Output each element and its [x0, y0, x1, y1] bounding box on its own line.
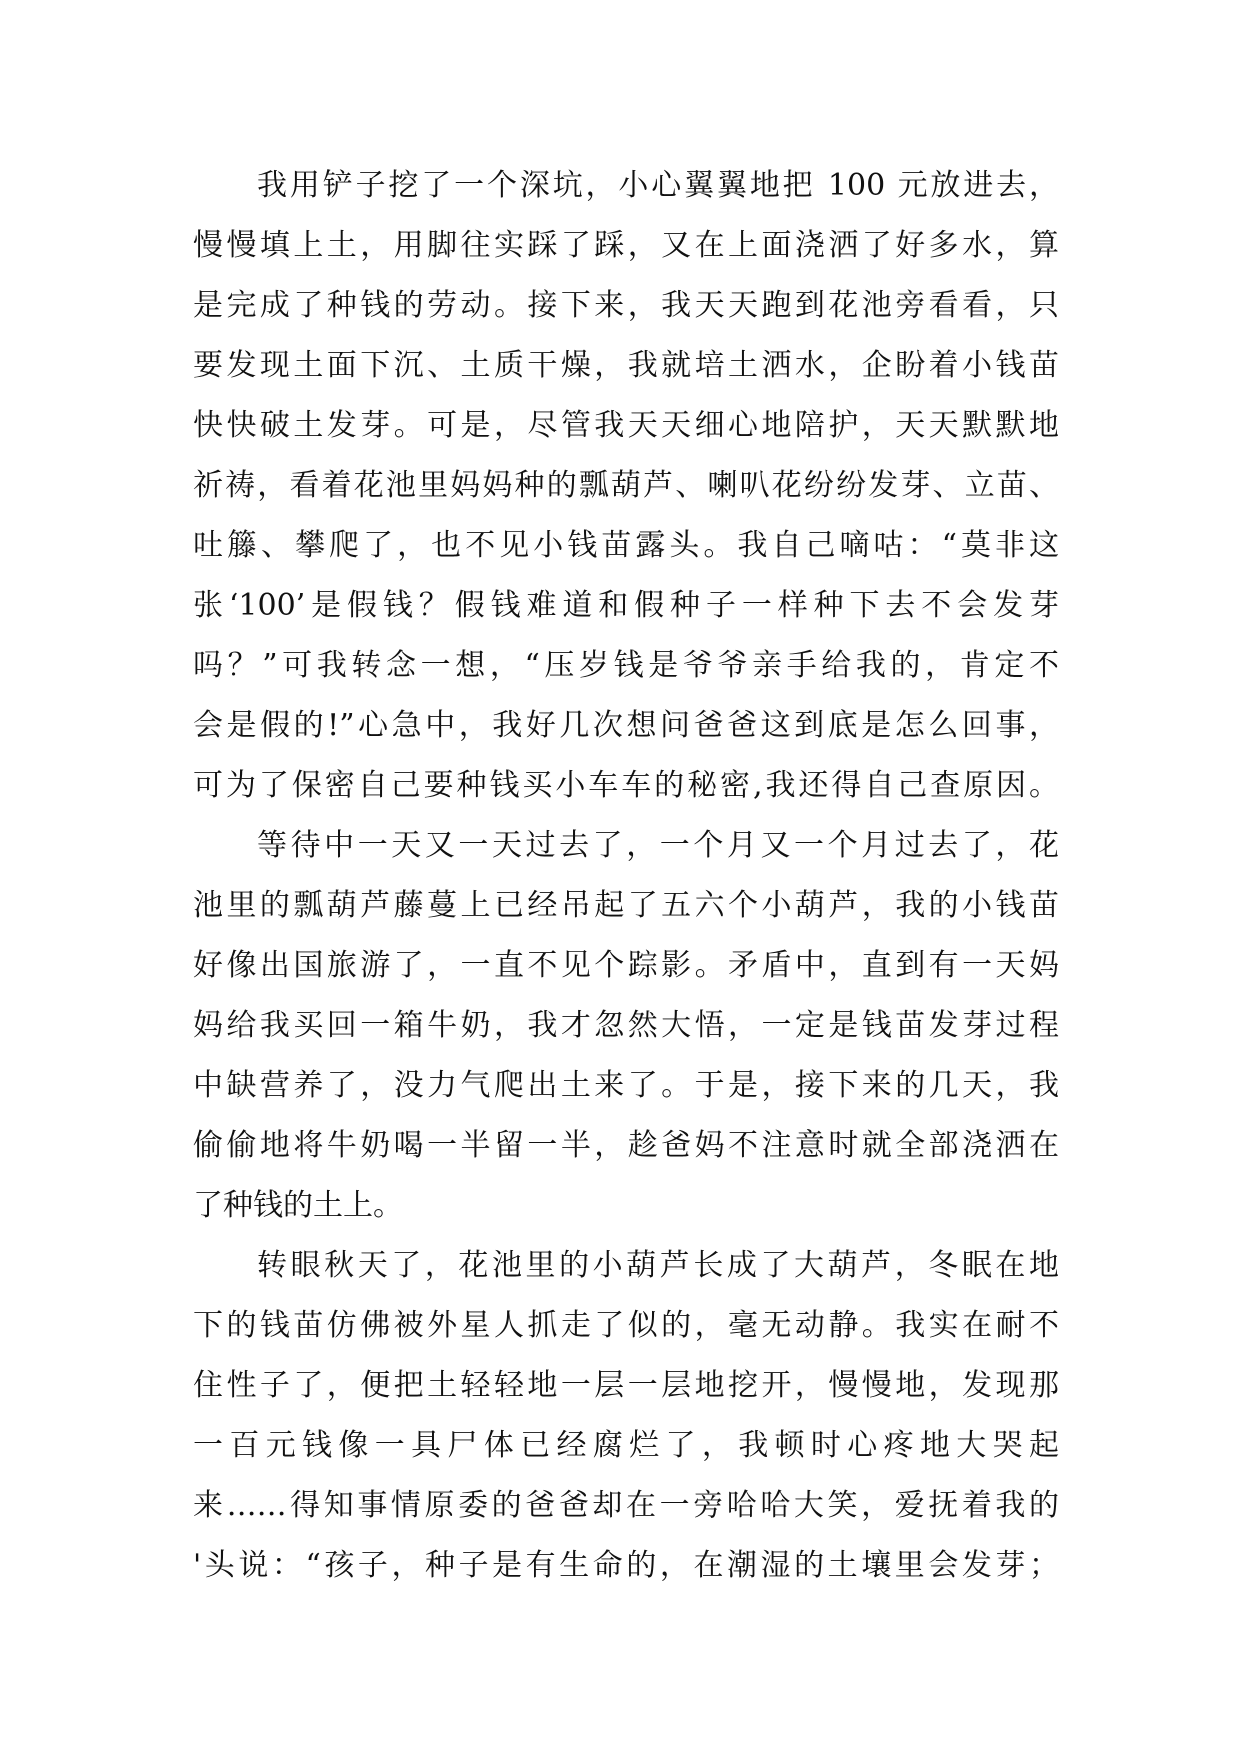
- text-line: 偷偷地将牛奶喝一半留一半，趁爸妈不注意时就全部浇洒在: [193, 1128, 1059, 1163]
- text-line: 会是假的!”心急中，我好几次想问爸爸这到底是怎么回事，: [193, 708, 1059, 743]
- text-line: 住性子了，便把土轻轻地一层一层地挖开，慢慢地，发现那: [193, 1368, 1059, 1403]
- text-line: 中缺营养了，没力气爬出土来了。于是，接下来的几天，我: [193, 1068, 1059, 1103]
- paragraph-2: [193, 816, 1059, 1236]
- text-line: '头说：“孩子，种子是有生命的，在潮湿的土壤里会发芽；: [193, 1548, 1059, 1583]
- text-line: 张‘100’是假钱？假钱难道和假种子一样种下去不会发芽: [193, 588, 1059, 623]
- text-line: 好像出国旅游了，一直不见个踪影。矛盾中，直到有一天妈: [193, 948, 1059, 983]
- text-line: 池里的瓢葫芦藤蔓上已经吊起了五六个小葫芦，我的小钱苗: [193, 888, 1059, 923]
- text-line: 吐籐、攀爬了，也不见小钱苗露头。我自己嘀咕：“莫非这: [193, 528, 1059, 563]
- text-line: 来……得知事情原委的爸爸却在一旁哈哈大笑，爱抚着我的: [193, 1488, 1059, 1523]
- paragraph-3: [193, 1236, 1059, 1596]
- text-line: 下的钱苗仿佛被外星人抓走了似的，毫无动静。我实在耐不: [193, 1308, 1059, 1343]
- text-line: 是完成了种钱的劳动。接下来，我天天跑到花池旁看看，只: [193, 288, 1059, 323]
- text-line: 吗？”可我转念一想，“压岁钱是爷爷亲手给我的，肯定不: [193, 648, 1059, 683]
- document-body: [193, 156, 1059, 1596]
- text-line: 了种钱的土上。: [193, 1188, 403, 1223]
- text-line: 快快破土发芽。可是，尽管我天天细心地陪护，天天默默地: [193, 408, 1059, 443]
- text-line: 等待中一天又一天过去了，一个月又一个月过去了，花: [257, 828, 1059, 863]
- text-line: 慢慢填上土，用脚往实踩了踩，又在上面浇洒了好多水，算: [193, 228, 1059, 263]
- text-line: 我用铲子挖了一个深坑，小心翼翼地把 100 元放进去，: [257, 168, 1059, 203]
- text-line: 要发现土面下沉、土质干燥，我就培土洒水，企盼着小钱苗: [193, 348, 1059, 383]
- text-line: 祈祷，看着花池里妈妈种的瓢葫芦、喇叭花纷纷发芽、立苗、: [193, 468, 1059, 503]
- text-line: 一百元钱像一具尸体已经腐烂了，我顿时心疼地大哭起: [193, 1428, 1059, 1463]
- text-line: 可为了保密自己要种钱买小车车的秘密,我还得自己查原因。: [193, 768, 1059, 803]
- paragraph-1: [193, 156, 1059, 816]
- text-line: 转眼秋天了，花池里的小葫芦长成了大葫芦，冬眠在地: [257, 1248, 1059, 1283]
- text-line: 妈给我买回一箱牛奶，我才忽然大悟，一定是钱苗发芽过程: [193, 1008, 1059, 1043]
